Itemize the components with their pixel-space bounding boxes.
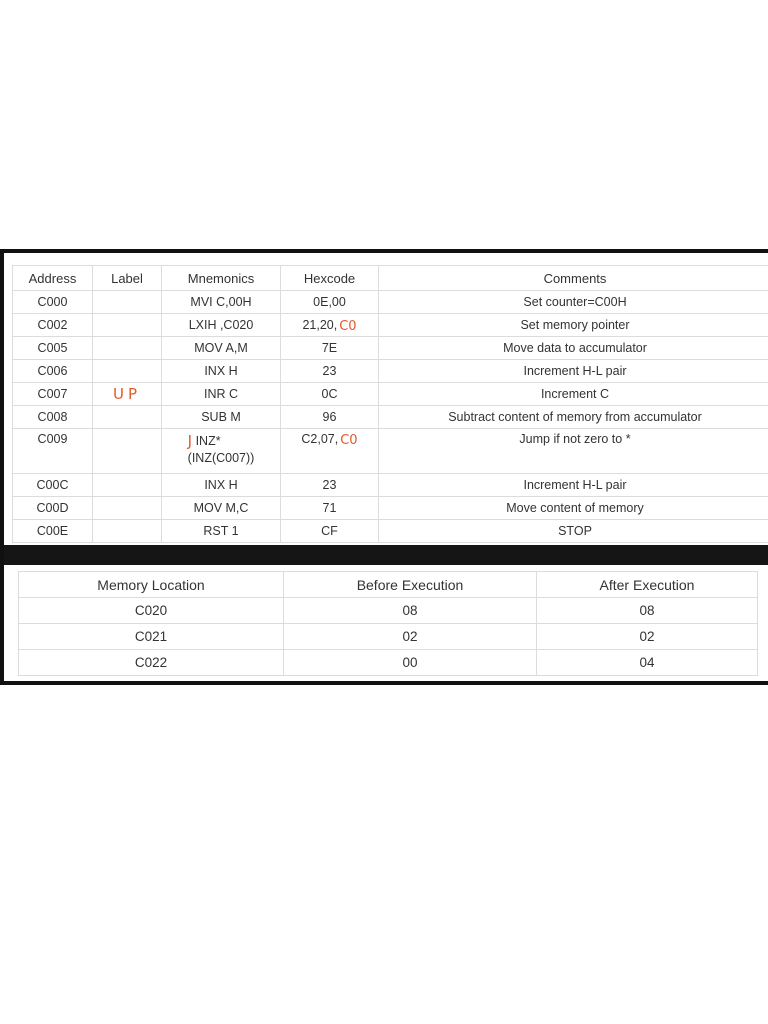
program-table xyxy=(12,265,768,543)
cell-mnemonic xyxy=(162,497,281,520)
hexcode-text: 0C xyxy=(321,387,338,401)
header-after-execution: After Execution xyxy=(537,572,758,598)
mnemonic-text: MOV A,M xyxy=(194,341,248,355)
table-row xyxy=(19,598,758,624)
cell-comment: Move content of memory xyxy=(379,497,768,520)
cell-hexcode xyxy=(281,474,379,497)
hexcode-text: 23 xyxy=(322,478,337,492)
cell-mnemonic xyxy=(162,406,281,429)
table-row xyxy=(19,624,758,650)
mnemonic-block xyxy=(188,432,255,467)
cell-hexcode xyxy=(281,314,379,337)
handwritten-mark-annotation: J xyxy=(187,432,193,450)
hexcode-text: 96 xyxy=(322,410,337,424)
cell-label xyxy=(93,291,162,314)
cell-comment: Set counter=C00H xyxy=(379,291,768,314)
cell-after-execution: 02 xyxy=(537,624,758,650)
cell-comment: Increment C xyxy=(379,383,768,406)
handwritten-hex-annotation: C0 xyxy=(339,318,357,334)
cell-mnemonic xyxy=(162,383,281,406)
table-row xyxy=(13,360,768,383)
mnemonic-line-1 xyxy=(188,432,255,450)
cell-hexcode xyxy=(281,337,379,360)
header-before-execution: Before Execution xyxy=(284,572,537,598)
cell-comment: Increment H-L pair xyxy=(379,474,768,497)
cell-comment: STOP xyxy=(379,520,768,543)
cell-before-execution: 02 xyxy=(284,624,537,650)
cell-address: C007 xyxy=(13,383,93,406)
mnemonic-text: MOV M,C xyxy=(193,501,249,515)
mnemonic-text: INR C xyxy=(203,387,239,401)
cell-mnemonic xyxy=(162,314,281,337)
header-label: Label xyxy=(93,266,162,291)
memory-table-body xyxy=(19,598,758,676)
cell-label xyxy=(93,383,162,406)
mnemonic-text: LXIH ,C020 xyxy=(188,318,254,332)
cell-address: C008 xyxy=(13,406,93,429)
cell-address: C009 xyxy=(13,429,93,474)
cell-memory-location: C020 xyxy=(19,598,284,624)
cell-label xyxy=(93,406,162,429)
table-row xyxy=(13,291,768,314)
cell-memory-location: C022 xyxy=(19,650,284,676)
hexcode-text: 23 xyxy=(322,364,337,378)
cell-label xyxy=(93,474,162,497)
cell-mnemonic xyxy=(162,360,281,383)
mnemonic-line-2: (INZ(C007)) xyxy=(187,451,255,465)
table-row xyxy=(13,314,768,337)
cell-address: C00D xyxy=(13,497,93,520)
cell-label xyxy=(93,520,162,543)
hexcode-text: C2,07, xyxy=(301,432,339,446)
cell-comment: Jump if not zero to * xyxy=(379,429,768,474)
cell-label xyxy=(93,314,162,337)
cell-label xyxy=(93,497,162,520)
cell-mnemonic xyxy=(162,474,281,497)
cell-mnemonic xyxy=(162,291,281,314)
cell-hexcode xyxy=(281,497,379,520)
cell-address: C006 xyxy=(13,360,93,383)
hexcode-text: 7E xyxy=(321,341,338,355)
header-mnemonics: Mnemonics xyxy=(162,266,281,291)
cell-address: C00E xyxy=(13,520,93,543)
cell-after-execution: 08 xyxy=(537,598,758,624)
cell-comment: Subtract content of memory from accumulator xyxy=(379,406,768,429)
mnemonic-text: SUB M xyxy=(201,410,241,424)
table-row xyxy=(13,406,768,429)
cell-comment: Set memory pointer xyxy=(379,314,768,337)
hexcode-text: CF xyxy=(321,524,338,538)
cell-before-execution: 00 xyxy=(284,650,537,676)
table-row xyxy=(13,520,768,543)
handwritten-hex-annotation: C0 xyxy=(340,433,358,448)
table-row xyxy=(19,650,758,676)
header-address: Address xyxy=(13,266,93,291)
memory-table-header-row xyxy=(19,572,758,598)
cell-label xyxy=(93,337,162,360)
cell-mnemonic xyxy=(162,429,281,474)
cell-address: C005 xyxy=(13,337,93,360)
header-comments: Comments xyxy=(379,266,768,291)
cell-hexcode xyxy=(281,291,379,314)
table-row xyxy=(13,497,768,520)
cell-hexcode xyxy=(281,429,379,474)
program-table-body xyxy=(13,291,768,543)
cell-hexcode xyxy=(281,360,379,383)
mnemonic-text: RST 1 xyxy=(203,524,239,538)
hexcode-text: 71 xyxy=(322,501,337,515)
cell-mnemonic xyxy=(162,520,281,543)
document-frame xyxy=(0,249,768,685)
memory-table xyxy=(18,571,758,676)
cell-memory-location: C021 xyxy=(19,624,284,650)
cell-hexcode xyxy=(281,520,379,543)
cell-address: C002 xyxy=(13,314,93,337)
program-table-header-row xyxy=(13,266,768,291)
mnemonic-text: MVI C,00H xyxy=(190,295,252,309)
cell-hexcode xyxy=(281,383,379,406)
header-hexcode: Hexcode xyxy=(281,266,379,291)
cell-after-execution: 04 xyxy=(537,650,758,676)
table-row xyxy=(13,429,768,474)
mnemonic-text: INX H xyxy=(204,478,238,492)
cell-comment: Move data to accumulator xyxy=(379,337,768,360)
cell-address: C000 xyxy=(13,291,93,314)
separator-band xyxy=(4,545,768,565)
hexcode-text: 0E,00 xyxy=(313,295,346,309)
cell-hexcode xyxy=(281,406,379,429)
cell-label xyxy=(93,360,162,383)
mnemonic-text: INZ* xyxy=(195,434,221,448)
table-row xyxy=(13,474,768,497)
hexcode-text: 21,20, xyxy=(302,317,338,332)
cell-before-execution: 08 xyxy=(284,598,537,624)
cell-label xyxy=(93,429,162,474)
header-memory-location: Memory Location xyxy=(19,572,284,598)
mnemonic-text: INX H xyxy=(204,364,238,378)
handwritten-label-annotation: UP xyxy=(112,385,142,403)
cell-address: C00C xyxy=(13,474,93,497)
cell-comment: Increment H-L pair xyxy=(379,360,768,383)
cell-mnemonic xyxy=(162,337,281,360)
table-row xyxy=(13,383,768,406)
table-row xyxy=(13,337,768,360)
